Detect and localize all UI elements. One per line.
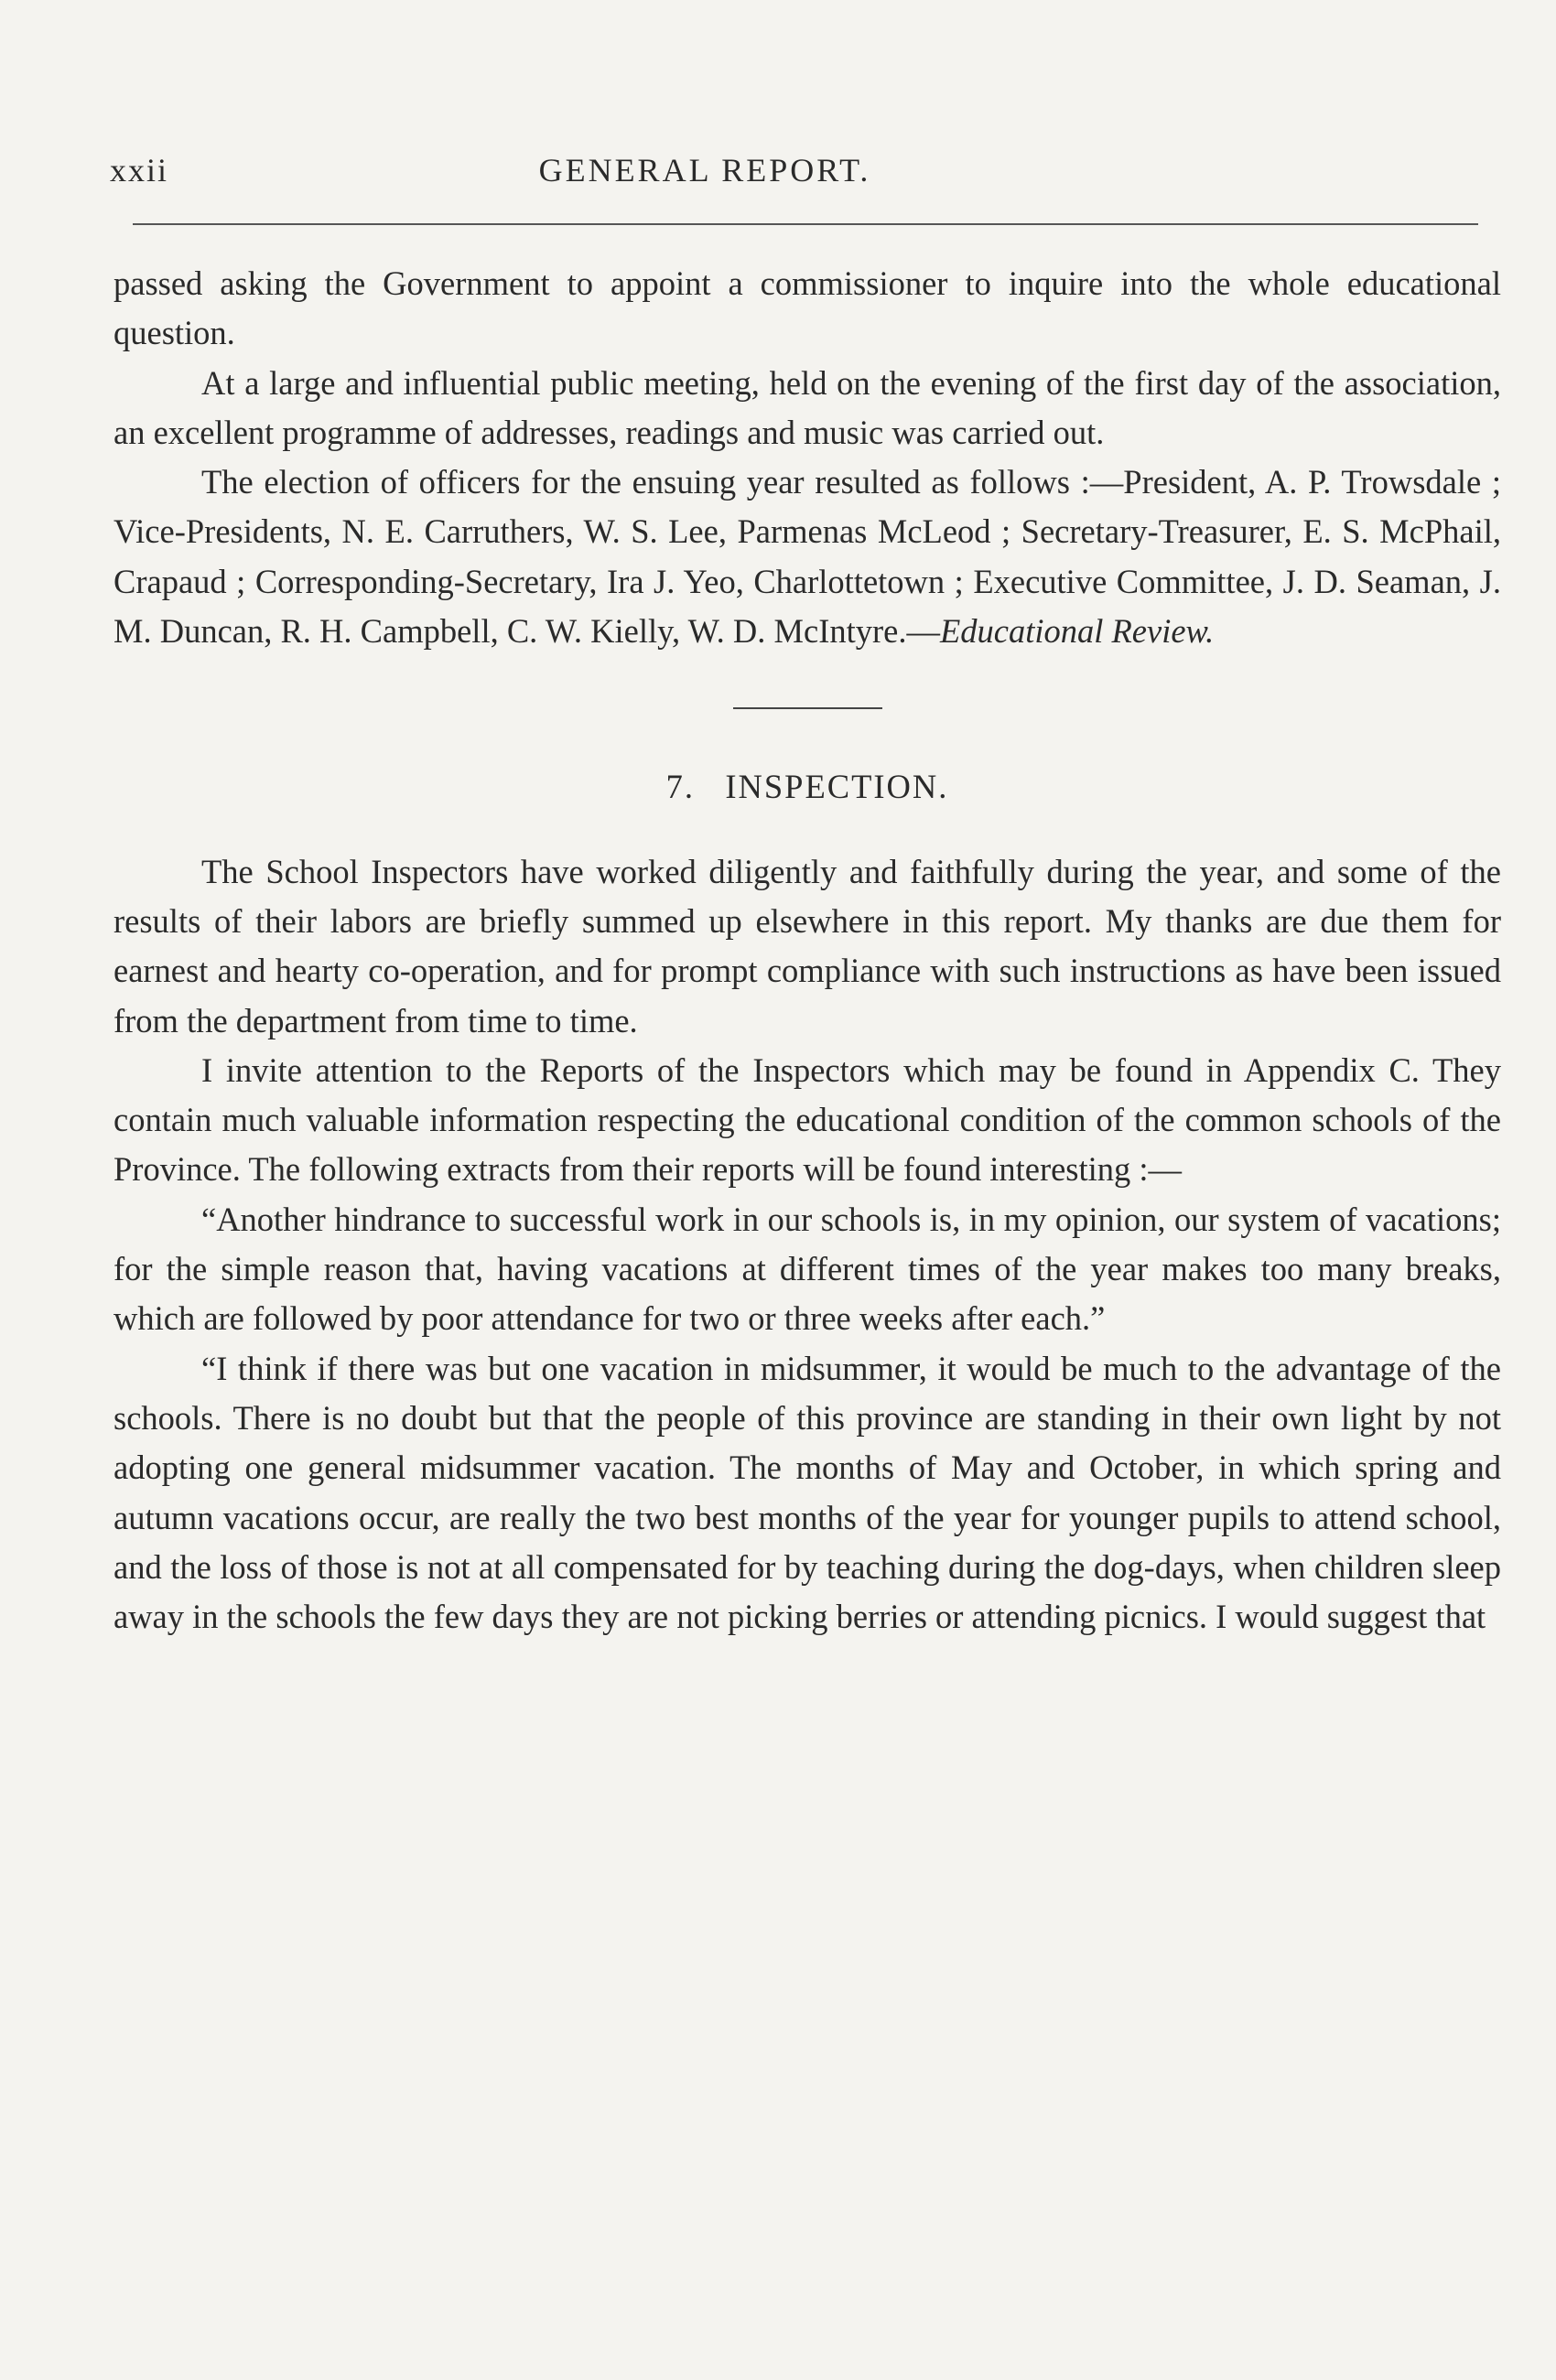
body-text	[113, 259, 1501, 1642]
paragraph-election-of-officers	[113, 458, 1501, 656]
running-title: GENERAL REPORT.	[538, 152, 871, 188]
quote-midsummer-vacation: “I think if there was but one vacation in midsummer, it would be much to the advantage of the schools. There is no doubt but that the people of this province are standing in their own light by not adopting one general midsummer vacation. The months of May and October, in which spring and autumn vacations occur, are really the two best months of the year for younger pupils to attend school, and the loss of those is not at all compensated for by teaching during the dog-days, when children sleep away in the schools the few days they are not picking berries or attending picnics. I would suggest that	[113, 1349, 1501, 1636]
section-title: INSPECTION.	[725, 768, 949, 806]
section-divider	[733, 707, 882, 709]
source-citation: Educational Review.	[939, 612, 1215, 651]
paragraph-continuation: passed asking the Government to appoint a commissioner to inquire into the whole educational question.	[113, 264, 1501, 352]
page-number: xxii	[110, 152, 169, 188]
paragraph-inspectors: The School Inspectors have worked diligently and faithfully during the year, and some of the results of their labors are briefly summed up elsewhere in this report. My thanks are due them for earnest and hearty co-operation, and for prompt compliance with such instructions as have been issued from the department from time to time.	[113, 852, 1501, 1039]
paragraph-appendix-reference: I invite attention to the Reports of the Inspectors which may be found in Appendix C. They contain much valuable information respecting the educational condition of the common schools of the Province. The following extracts from their reports will be found interesting :—	[113, 1050, 1501, 1189]
election-text: The election of officers for the ensuing year resulted as follows :—President, A. P. Trowsdale ; Vice-Presidents, N. E. Carruthers, W. S. Lee, Parmenas McLeod ; Secretary-Treasurer, E. S. McPhail, Crapaud ; Corresponding-Secretary, Ira J. Yeo, Charlottetown ; Executive Committee, J. D. Seaman, J. M. Duncan, R. H. Campbell, C. W. Kielly, W. D. McIntyre.—	[113, 463, 1501, 651]
section-number: 7.	[665, 768, 695, 806]
running-head	[110, 151, 1510, 197]
section-heading	[113, 762, 1501, 812]
quote-vacations: “Another hindrance to successful work in our schools is, in my opinion, our system of vacations; for the simple reason that, having vacations at different times of the year makes too many breaks, which are followed by poor attendance for two or three weeks after each.”	[113, 1200, 1501, 1338]
paragraph-public-meeting: At a large and influential public meeting, held on the evening of the first day of the association, an excellent programme of addresses, readings and music was carried out.	[113, 363, 1501, 451]
header-rule	[133, 223, 1478, 225]
